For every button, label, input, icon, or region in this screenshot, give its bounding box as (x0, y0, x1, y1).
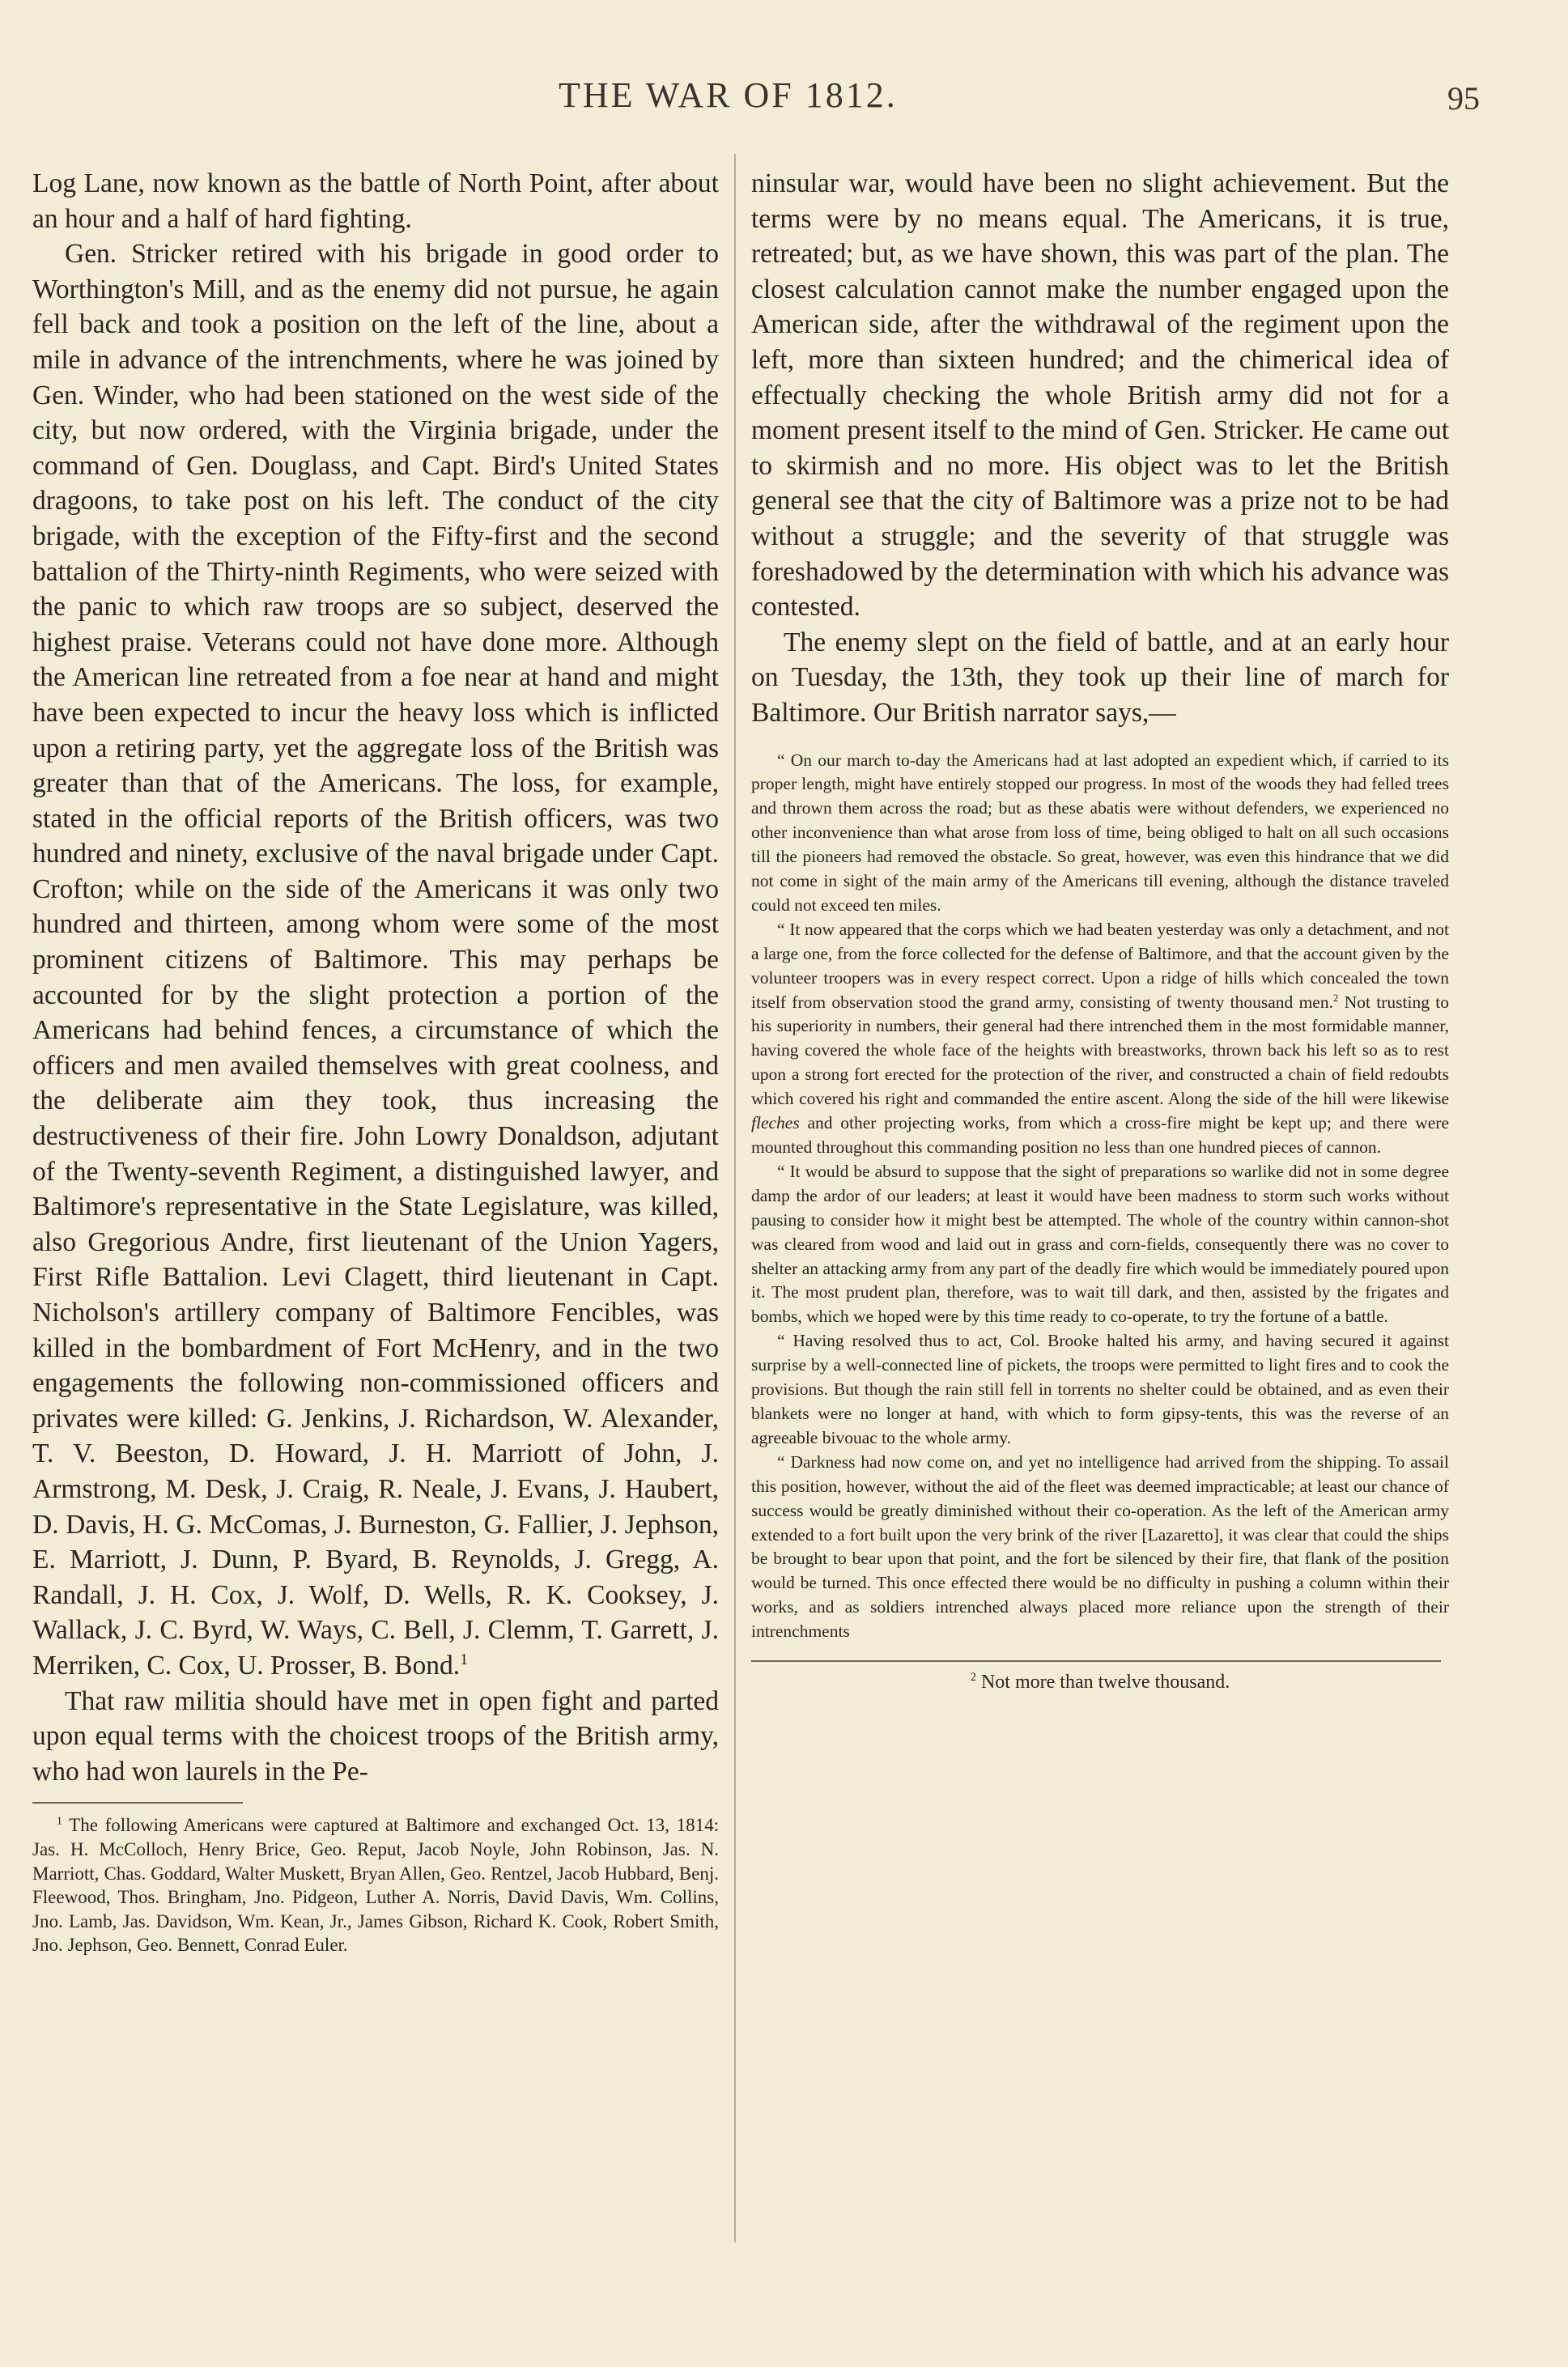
quote-paragraph: “ On our march to-day the Americans had at last adopted an expedient which, if carried to its proper length, might have entirely stopped our progress. In most of the woods they had felled trees and thrown them across the road; but as these abatis were without defenders, we experienced no other inconvenience than what arose from loss of time, being obliged to halt on all such occasions till the pioneers had removed the obstacle. So great, however, was even this hindrance that we did not come in sight of the main army of the Americans till evening, although the distance traveled could not exceed ten miles. (751, 750, 1449, 915)
quote-text: and other projecting works, from which a cross-fire might be kept up; and there were mounted throughout this commanding position no less than one hundred pieces of cannon. (751, 1113, 1449, 1157)
right-column (751, 166, 1449, 1693)
paragraph: That raw militia should have met in open fight and parted upon equal terms with the choicest troops of the British army, who had won laurels in the Pe- (32, 1685, 719, 1787)
footnote-rule (32, 1802, 243, 1804)
footnote-number: 2 (970, 1671, 976, 1685)
left-column (32, 166, 719, 1957)
quote-paragraph: “ Having resolved thus to act, Col. Brooke halted his army, and having secured it against surprise by a well-connected line of pickets, the troops were permitted to light fires and to cook the provisions. But though the rain still fell in torrents no shelter could be obtained, and as even their blankets were no longer at hand, with which to form gipsy-tents, this was the reverse of an agreeable bivouac to the whole army. (751, 1331, 1449, 1447)
paragraph: The enemy slept on the field of battle, and at an early hour on Tuesday, the 13th, they took up their line of march for Baltimore. Our British narrator says,— (751, 627, 1449, 728)
page-number: 95 (1447, 80, 1480, 117)
italic-term: fleches (751, 1113, 800, 1133)
quote-paragraph (751, 918, 1449, 1160)
footnote-paragraph (32, 1813, 719, 1957)
right-body (751, 166, 1449, 731)
paragraph: ninsular war, would have been no slight achievement. But the terms were by no means equal. The Americans, it is true, retreated; but, as we have shown, this was part of the plan. The closest calculation cannot make the number engaged upon the American side, after the withdrawal of the regiment upon the left, more than sixteen hundred; and the chimerical idea of effectually checking the whole British army did not for a moment present itself to the mind of Gen. Stricker. He came out to skirmish and no more. His object was to let the British general see that the city of Baltimore was a prize not to be had without a struggle; and the severity of that struggle was foreshadowed by the determination with which his advance was contested. (751, 168, 1449, 623)
column-divider (734, 154, 736, 2242)
quote-paragraph: “ Darkness had now come on, and yet no intelligence had arrived from the shipping. To assail this position, however, without the aid of the fleet was deemed impracticable; at least our chance of success would be greatly diminished without their co-operation. As the left of the American army extended to a fort built upon the very brink of the river [Lazaretto], it was clear that could the ships be brought to bear upon that point, and the fort be silenced by their fire, that flank of the position would be turned. This once effected there would be no difficulty in pushing a column within their works, and as soldiers intrenched always placed more reliance upon the strength of their intrenchments (751, 1451, 1449, 1642)
paragraph (32, 236, 719, 1683)
footnote-rule (751, 1660, 1441, 1662)
quote-text: Not trusting to his superiority in numbers, their general had there intrenched them in the most formidable manner, having covered the whole face of the heights with breastworks, thrown back his left so as to rest upon a strong fort erected for the protection of the river, and constructed a chain of field redoubts which covered his right and commanded the entire ascent. Along the side of the hill were likewise (751, 992, 1450, 1109)
quote-paragraph: “ It would be absurd to suppose that the sight of preparations so warlike did not in some degree damp the ardor of our leaders; at least it would have been madness to storm such works without pausing to consider how it might best be attempted. The whole of the country within cannon-shot was cleared from wood and laid out in grass and corn-fields, consequently there was no cover to shelter an attacking army from any part of the deadly fire which would be immediately poured upon it. The most prudent plan, therefore, was to wait till dark, and then, assisted by the frigates and bombs, which we hoped were by this time ready to co-operate, to try the fortune of a battle. (751, 1161, 1449, 1327)
footnote-marker: 2 (1332, 992, 1339, 1004)
footnote-text: Not more than twelve thousand. (980, 1672, 1230, 1693)
left-body (32, 166, 719, 1789)
running-title: THE WAR OF 1812. (559, 75, 898, 115)
footnote-text: The following Americans were captured at Baltimore and exchanged Oct. 13, 1814: Jas. H. McColloch, Henry Brice, Geo. Reput, Jacob Noyle, John Robinson, Jas. N. Marriott, Chas. Goddard, Walter Muskett, Bryan Allen, Geo. Rentzel, Jacob Hubbard, Benj. Fleewood, Thos. Bringham, Jno. Pidgeon, Luther A. Norris, David Davis, Wm. Collins, Jno. Lamb, Jas. Davidson, Wm. Kean, Jr., James Gibson, Richard K. Cook, Robert Smith, Jno. Jephson, Geo. Bennett, Conrad Euler. (32, 1815, 719, 1956)
block-quote (751, 749, 1449, 1645)
paragraph-text: Gen. Stricker retired with his brigade in good order to Worthington's Mill, and as the enemy did not pursue, he again fell back and took a position on the left of the line, about a mile in advance of the intrenchments, where he was joined by Gen. Winder, who had been stationed on the west side of the city, but now ordered, with the Virginia brigade, under the command of Gen. Douglass, and Capt. Bird's United States dragoons, to take post on his left. The conduct of the city brigade, with the exception of the Fifty-first and the second battalion of the Thirty-ninth Regiments, who were seized with the panic to which raw troops are so subject, deserved the highest praise. Veterans could not have done more. Although the American line retreated from a foe near at hand and might have been expected to incur the heavy loss which is inflicted upon a retiring party, yet the aggregate loss of the British was greater than that of the Americans. The loss, for example, stated in the official reports of the British officers, was two hundred and ninety, exclusive of the naval brigade under Capt. Crofton; while on the side of the Americans it was only two hundred and thirteen, among whom were some of the most prominent citizens of Baltimore. This may perhaps be accounted for by the slight protection a portion of the Americans had behind fences, a circumstance of which the officers and men availed themselves with great coolness, and the deliberate aim they took, thus increasing the destructiveness of their fire. John Lowry Donaldson, adjutant of the Twenty-seventh Regiment, a distinguished lawyer, and Baltimore's representative in the State Legislature, was killed, also Gregorious Andre, first lieutenant of the Union Yagers, First Rifle Battalion. Levi Clagett, third lieutenant in Capt. Nicholson's artillery company of Baltimore Fencibles, was killed in the bombardment of Fort McHenry, and in the two engagements the following non-commissioned officers and privates were killed: G. Jenkins, J. Richardson, W. Alexander, T. V. Beeston, D. Howard, J. H. Marriott of John, J. Armstrong, M. Desk, J. Craig, R. Neale, J. Evans, J. Haubert, D. Davis, H. G. McComas, J. Burneston, G. Fallier, J. Jephson, E. Marriott, J. Dunn, P. Byard, B. Reynolds, J. Gregg, A. Randall, J. H. Cox, J. Wolf, D. Wells, R. K. Cooksey, J. Wallack, J. C. Byrd, W. Ways, C. Bell, J. Clemm, T. Garrett, J. Merriken, C. Cox, U. Prosser, B. Bond. (32, 239, 719, 1681)
footnote-number: 1 (57, 1814, 62, 1827)
footnote (32, 1813, 719, 1957)
running-head (0, 74, 1568, 123)
paragraph: Log Lane, now known as the battle of North Point, after about an hour and a half of hard fighting. (32, 168, 719, 234)
quote-text: “ It now appeared that the corps which we had beaten yesterday was only a detachment, and not a large one, from the force collected for the defense of Baltimore, and that the account given by the volunteer troopers was in every respect correct. Upon a ridge of hills which concealed the town itself from observation stood the grand army, consisting of twenty thousand men. (751, 919, 1449, 1012)
footnote (751, 1672, 1449, 1693)
footnote-marker: 1 (460, 1650, 469, 1668)
